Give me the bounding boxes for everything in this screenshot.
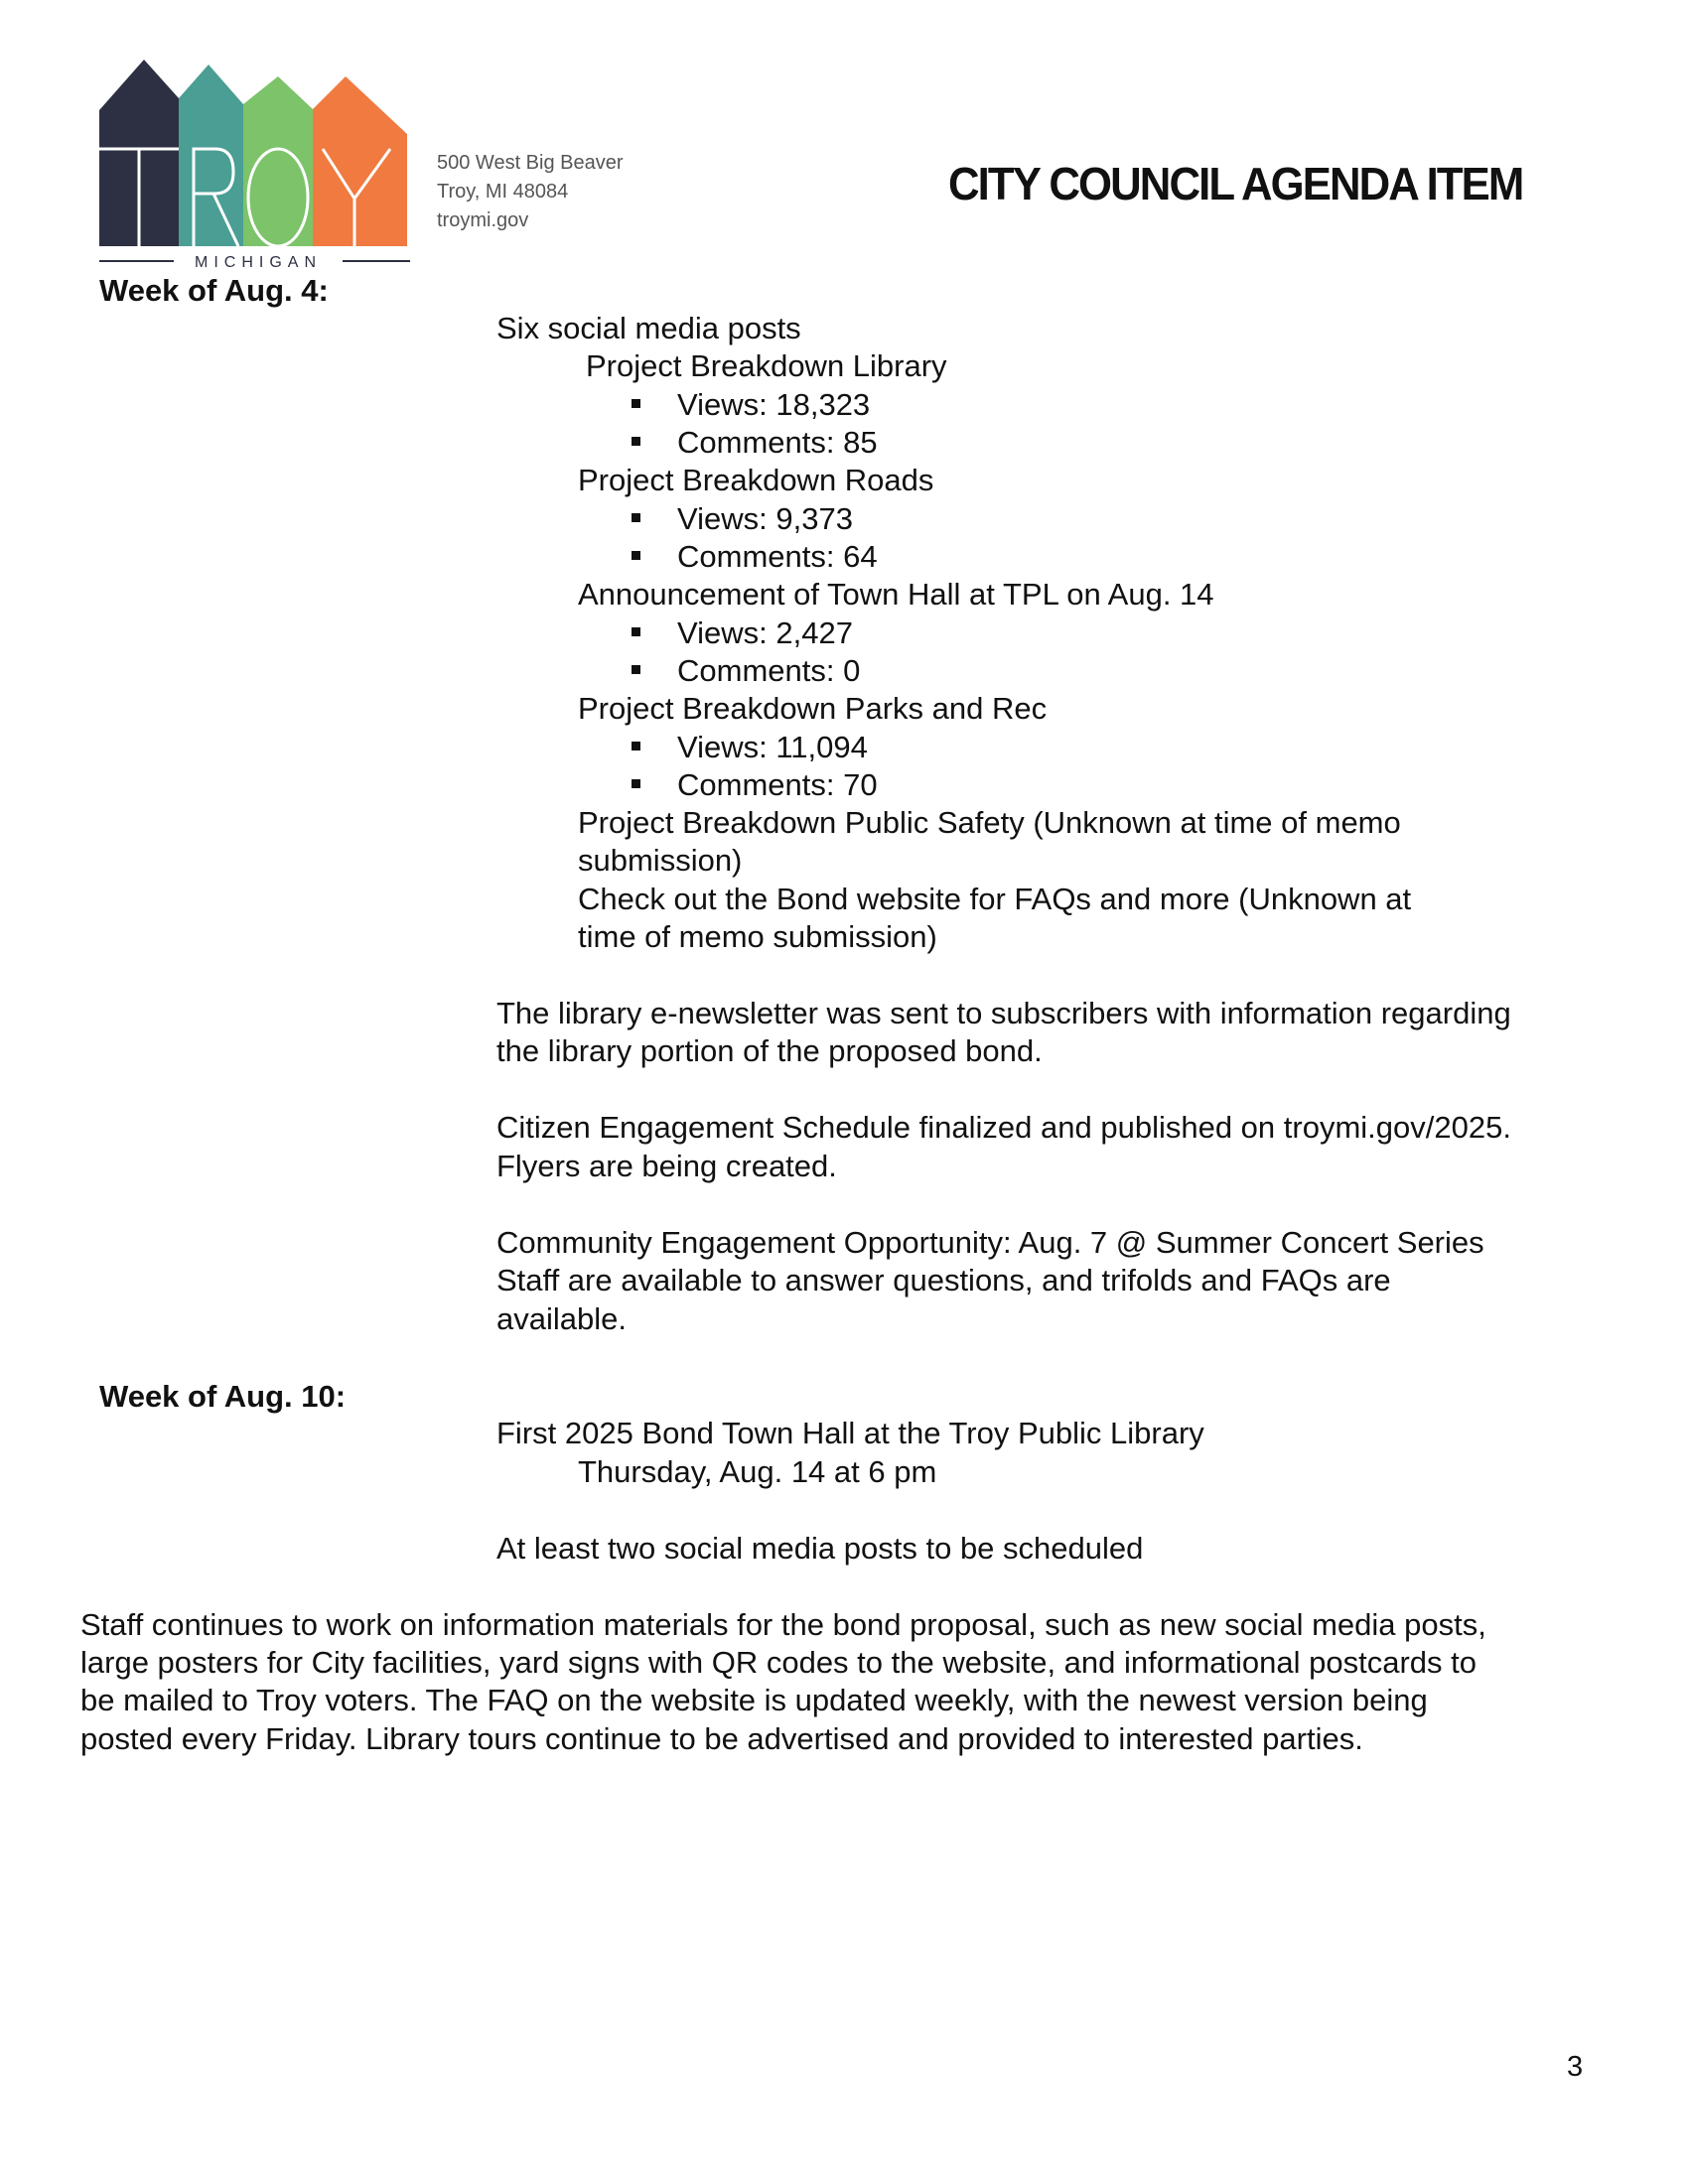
bullet-icon bbox=[632, 437, 640, 446]
schedule-line1: Citizen Engagement Schedule finalized and published on troymi.gov/2025. bbox=[496, 1110, 1511, 1145]
week2-social-posts: At least two social media posts to be scheduled bbox=[496, 1531, 1144, 1566]
bullet-icon bbox=[632, 665, 640, 674]
bullet-icon bbox=[632, 513, 640, 522]
comments-text: Comments: 85 bbox=[677, 425, 878, 460]
address-website: troymi.gov bbox=[437, 209, 529, 231]
bullet-icon bbox=[632, 551, 640, 560]
social-intro: Six social media posts bbox=[496, 311, 801, 345]
comments-text: Comments: 0 bbox=[677, 653, 861, 688]
comments-text: Comments: 64 bbox=[677, 539, 878, 574]
views-text: Views: 18,323 bbox=[677, 387, 871, 422]
views-text: Views: 2,427 bbox=[677, 615, 853, 650]
page-number: 3 bbox=[1567, 2051, 1584, 2083]
troy-logo bbox=[94, 55, 422, 273]
address-block bbox=[437, 149, 624, 235]
address-street: 500 West Big Beaver bbox=[437, 152, 624, 174]
post-library-comments bbox=[632, 424, 878, 462]
bullet-icon bbox=[632, 742, 640, 751]
address-city: Troy, MI 48084 bbox=[437, 181, 569, 203]
closing-line2: large posters for City facilities, yard signs with QR codes to the website, and informational postcards to bbox=[80, 1645, 1477, 1680]
bullet-icon bbox=[632, 399, 640, 408]
town-hall-event: First 2025 Bond Town Hall at the Troy Public Library bbox=[496, 1416, 1204, 1450]
opportunity-line2: Staff are available to answer questions, and trifolds and FAQs are bbox=[496, 1263, 1391, 1297]
post-public-safety-line2: submission) bbox=[578, 843, 743, 878]
post-town-hall-views bbox=[632, 614, 853, 652]
opportunity-line3: available. bbox=[496, 1301, 627, 1336]
post-bond-website-line1: Check out the Bond website for FAQs and more (Unknown at bbox=[578, 882, 1412, 916]
post-parks-comments bbox=[632, 766, 878, 804]
troy-logo-graphic bbox=[94, 55, 422, 273]
bullet-icon bbox=[632, 627, 640, 636]
schedule-line2: Flyers are being created. bbox=[496, 1149, 837, 1183]
post-public-safety-line1: Project Breakdown Public Safety (Unknown at time of memo bbox=[578, 805, 1401, 840]
post-title-parks: Project Breakdown Parks and Rec bbox=[578, 691, 1048, 726]
bullet-icon bbox=[632, 779, 640, 788]
post-library-views bbox=[632, 386, 870, 424]
post-parks-views bbox=[632, 729, 868, 766]
opportunity-line1: Community Engagement Opportunity: Aug. 7 @ Summer Concert Series bbox=[496, 1225, 1484, 1260]
post-roads-views bbox=[632, 500, 853, 538]
closing-line1: Staff continues to work on information materials for the bond proposal, such as new social media posts, bbox=[80, 1607, 1486, 1642]
views-text: Views: 11,094 bbox=[677, 730, 868, 764]
post-roads-comments bbox=[632, 538, 878, 576]
post-bond-website-line2: time of memo submission) bbox=[578, 919, 937, 954]
closing-line3: be mailed to Troy voters. The FAQ on the website is updated weekly, with the newest version being bbox=[80, 1683, 1428, 1717]
document-title: CITY COUNCIL AGENDA ITEM bbox=[948, 158, 1523, 209]
newsletter-line1: The library e-newsletter was sent to subscribers with information regarding bbox=[496, 996, 1511, 1030]
post-town-hall-comments bbox=[632, 652, 860, 690]
week-aug-4-heading: Week of Aug. 4: bbox=[99, 273, 329, 308]
post-title-library: Project Breakdown Library bbox=[586, 348, 947, 383]
post-title-town-hall: Announcement of Town Hall at TPL on Aug. 14 bbox=[578, 577, 1214, 612]
logo-michigan-text: MICHIGAN bbox=[195, 254, 322, 271]
town-hall-time: Thursday, Aug. 14 at 6 pm bbox=[578, 1454, 937, 1489]
newsletter-line2: the library portion of the proposed bond. bbox=[496, 1033, 1043, 1068]
post-title-roads: Project Breakdown Roads bbox=[578, 463, 934, 497]
views-text: Views: 9,373 bbox=[677, 501, 853, 536]
comments-text: Comments: 70 bbox=[677, 767, 878, 802]
week-aug-10-heading: Week of Aug. 10: bbox=[99, 1379, 347, 1414]
closing-line4: posted every Friday. Library tours continue to be advertised and provided to interested parties. bbox=[80, 1721, 1363, 1756]
